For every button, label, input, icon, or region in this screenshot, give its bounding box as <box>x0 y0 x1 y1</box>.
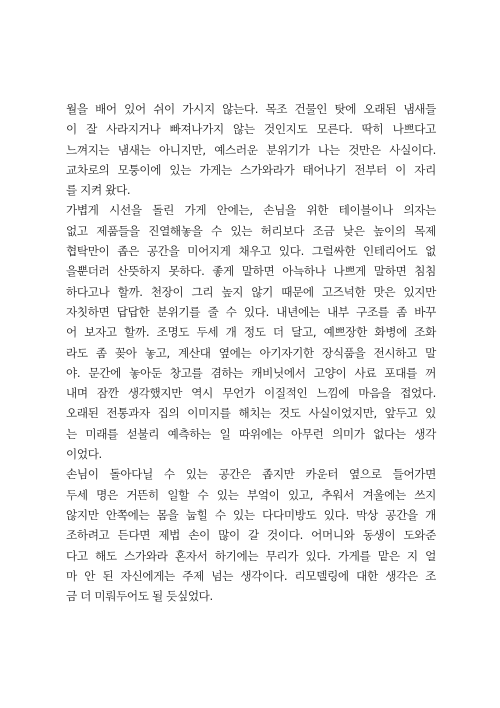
text-line: 이었다. <box>66 447 102 462</box>
text-line: 교차로의 모퉁이에 있는 가게는 스가와라가 태어나기 전부터 이 자리 <box>66 162 436 177</box>
text-line: 하다고나 할까. 천장이 그리 높지 않기 때문에 고즈넉한 맛은 있지만 <box>66 284 436 299</box>
text-line: 두세 명은 거뜬히 일할 수 있는 부엌이 있고, 추워서 겨울에는 쓰지 <box>66 487 436 502</box>
text-line: 를 지켜 왔다. <box>66 183 131 198</box>
text-line: 라도 좀 꽂아 놓고, 계산대 옆에는 아기자기한 장식품을 전시하고 말 <box>66 345 436 360</box>
text-line: 조하려고 든다면 제법 손이 많이 갈 것이다. 어머니와 동생이 도와준 <box>66 528 436 543</box>
text-line: 협탁만이 좁은 공간을 미어지게 채우고 있다. 그럴싸한 인테리어도 없 <box>66 244 436 259</box>
text-line: 손님이 돌아다닐 수 있는 공간은 좁지만 카운터 옆으로 들어가면 <box>66 467 436 482</box>
text-line: 내며 잠깐 생각했지만 역시 무언가 이질적인 느낌에 마음을 접었다. <box>66 386 436 401</box>
text-line: 느껴지는 냄새는 아니지만, 예스러운 분위기가 나는 것만은 사실이다. <box>66 142 436 157</box>
text-line: 없고 제품들을 진열해놓을 수 있는 허리보다 조금 낮은 높이의 목제 <box>66 223 436 238</box>
text-line: 금 더 미뤄두어도 될 듯싶었다. <box>66 589 213 604</box>
text-line: 오래된 전통과자 집의 이미지를 해치는 것도 사실이었지만, 앞두고 있 <box>66 406 436 421</box>
text-line: 않지만 안쪽에는 몸을 눕힐 수 있는 다다미방도 있다. 막상 공간을 개 <box>66 507 436 522</box>
text-line: 을뿐더러 산뜻하지 못하다. 좋게 말하면 아늑하나 나쁘게 말하면 침침 <box>66 264 436 279</box>
text-line: 는 미래를 섣불리 예측하는 일 따위에는 아무런 의미가 없다는 생각 <box>66 426 436 441</box>
text-line: 이 잘 사라지거나 빠져나가지 않는 것인지도 모른다. 딱히 나쁘다고 <box>66 122 436 137</box>
body-text <box>66 99 436 606</box>
text-line: 다고 해도 스가와라 혼자서 하기에는 무리가 있다. 가게를 맡은 지 얼 <box>66 548 436 563</box>
text-line: 야. 문간에 놓아둔 창고를 겸하는 캐비닛에서 고양이 사료 포대를 꺼 <box>66 365 436 380</box>
text-line: 마 안 된 자신에게는 주제 넘는 생각이다. 리모델링에 대한 생각은 조 <box>66 568 436 583</box>
text-line: 어 보자고 할까. 조명도 두세 개 정도 더 달고, 예쁘장한 화병에 조화 <box>66 325 436 340</box>
text-line: 월을 배어 있어 쉬이 가시지 않는다. 목조 건물인 탓에 오래된 냄새들 <box>66 102 436 116</box>
text-line: 가볍게 시선을 돌린 가게 안에는, 손님을 위한 테이블이나 의자는 <box>66 203 436 218</box>
text-line: 자칫하면 답답한 분위기를 줄 수 있다. 내년에는 내부 구조를 좀 바꾸 <box>66 304 436 319</box>
